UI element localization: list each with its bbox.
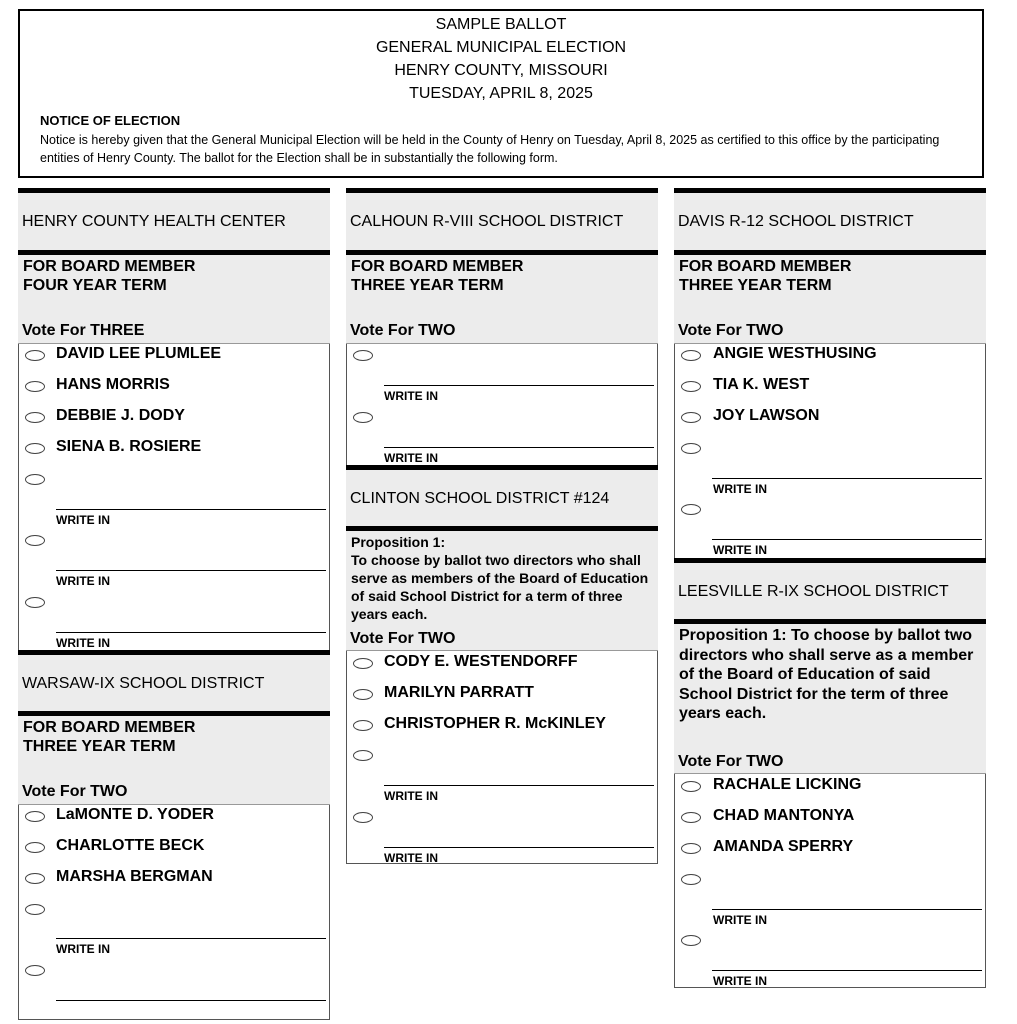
write-in-label: WRITE IN	[713, 913, 767, 927]
candidate-name: JOY LAWSON	[713, 407, 820, 424]
race-title-warsaw: WARSAW-IX SCHOOL DISTRICT	[18, 650, 330, 712]
race-title-calhoun: CALHOUN R-VIII SCHOOL DISTRICT	[346, 188, 658, 250]
write-in-oval[interactable]	[25, 597, 45, 608]
divider	[18, 804, 330, 805]
vote-oval[interactable]	[25, 350, 45, 361]
vote-oval[interactable]	[25, 811, 45, 822]
vote-for-clinton: Vote For TWO	[350, 630, 456, 647]
candidate-name: CODY E. WESTENDORFF	[384, 653, 578, 670]
write-in-oval[interactable]	[25, 965, 45, 976]
proposition-text: To choose by ballot two directors who shall serve as members of the Board of Education of said School District for a term of three years each.	[351, 552, 649, 622]
write-in-oval[interactable]	[681, 935, 701, 946]
write-in-oval[interactable]	[681, 874, 701, 885]
write-in-line[interactable]	[384, 385, 654, 386]
write-in-line[interactable]	[56, 938, 326, 939]
write-in-line[interactable]	[56, 509, 326, 510]
election-date: TUESDAY, APRIL 8, 2025	[409, 85, 593, 102]
vote-oval[interactable]	[681, 381, 701, 392]
divider	[346, 343, 658, 344]
divider	[346, 650, 658, 651]
vote-oval[interactable]	[25, 381, 45, 392]
write-in-label: WRITE IN	[384, 851, 438, 865]
vote-oval[interactable]	[25, 443, 45, 454]
vote-oval[interactable]	[681, 843, 701, 854]
candidate-name: CHRISTOPHER R. McKINLEY	[384, 715, 606, 732]
vote-oval[interactable]	[25, 412, 45, 423]
write-in-line[interactable]	[56, 632, 326, 633]
divider	[674, 343, 986, 344]
candidate-name: MARSHA BERGMAN	[56, 868, 213, 885]
write-in-oval[interactable]	[353, 412, 373, 423]
write-in-line[interactable]	[712, 539, 982, 540]
write-in-line[interactable]	[56, 570, 326, 571]
race-title-clinton: CLINTON SCHOOL DISTRICT #124	[346, 465, 658, 527]
office-label: FOR BOARD MEMBER	[23, 719, 196, 736]
proposition-label: Proposition 1:	[351, 534, 446, 550]
write-in-label: WRITE IN	[56, 636, 110, 650]
candidate-name: HANS MORRIS	[56, 376, 170, 393]
vote-for-davis: Vote For TWO	[678, 322, 784, 339]
vote-oval[interactable]	[681, 812, 701, 823]
write-in-label: WRITE IN	[56, 513, 110, 527]
vote-for-health: Vote For THREE	[22, 322, 145, 339]
write-in-line[interactable]	[56, 1000, 326, 1001]
write-in-label: WRITE IN	[713, 482, 767, 496]
candidate-name: ANGIE WESTHUSING	[713, 345, 877, 362]
race-title-davis: DAVIS R-12 SCHOOL DISTRICT	[674, 188, 986, 250]
term-label: THREE YEAR TERM	[351, 277, 504, 294]
write-in-line[interactable]	[384, 785, 654, 786]
write-in-label: WRITE IN	[713, 974, 767, 988]
county-name: HENRY COUNTY, MISSOURI	[394, 62, 608, 79]
candidate-name: CHAD MANTONYA	[713, 807, 855, 824]
vote-for-calhoun: Vote For TWO	[350, 322, 456, 339]
proposition-leesville	[674, 619, 986, 774]
write-in-label: WRITE IN	[384, 451, 438, 465]
candidate-name: AMANDA SPERRY	[713, 838, 854, 855]
vote-for-leesville: Vote For TWO	[678, 753, 784, 770]
race-title-health: HENRY COUNTY HEALTH CENTER	[18, 188, 330, 250]
vote-oval[interactable]	[681, 781, 701, 792]
candidate-name: DEBBIE J. DODY	[56, 407, 185, 424]
office-label: FOR BOARD MEMBER	[351, 258, 524, 275]
write-in-line[interactable]	[712, 478, 982, 479]
term-label: THREE YEAR TERM	[23, 738, 176, 755]
vote-oval[interactable]	[25, 873, 45, 884]
vote-oval[interactable]	[681, 350, 701, 361]
write-in-oval[interactable]	[681, 504, 701, 515]
write-in-line[interactable]	[384, 847, 654, 848]
write-in-label: WRITE IN	[56, 574, 110, 588]
candidate-name: RACHALE LICKING	[713, 776, 862, 793]
write-in-oval[interactable]	[681, 443, 701, 454]
vote-for-warsaw: Vote For TWO	[22, 783, 128, 800]
write-in-oval[interactable]	[353, 350, 373, 361]
write-in-oval[interactable]	[353, 750, 373, 761]
candidate-name: LaMONTE D. YODER	[56, 806, 214, 823]
write-in-label: WRITE IN	[56, 942, 110, 956]
proposition-text: Proposition 1: To choose by ballot two directors who shall serve as a member of the Board of Education of said School District for the term of three years each.	[679, 627, 974, 722]
divider	[674, 773, 986, 774]
term-label: THREE YEAR TERM	[679, 277, 832, 294]
vote-oval[interactable]	[681, 412, 701, 423]
vote-oval[interactable]	[353, 689, 373, 700]
candidate-name: MARILYN PARRATT	[384, 684, 534, 701]
write-in-oval[interactable]	[25, 535, 45, 546]
ballot-header	[18, 9, 984, 178]
candidate-name: SIENA B. ROSIERE	[56, 438, 202, 455]
election-name: GENERAL MUNICIPAL ELECTION	[375, 39, 627, 56]
vote-oval[interactable]	[353, 658, 373, 669]
office-label: FOR BOARD MEMBER	[679, 258, 852, 275]
term-label: FOUR YEAR TERM	[23, 277, 167, 294]
vote-oval[interactable]	[353, 720, 373, 731]
office-label: FOR BOARD MEMBER	[23, 258, 196, 275]
write-in-line[interactable]	[384, 447, 654, 448]
write-in-line[interactable]	[712, 909, 982, 910]
notice-text: Notice is hereby given that the General Municipal Election will be held in the County of Henry on Tuesday, April 8, 2025 as certified to this office by the participating entities of Henry County. The ballot for the Election shall be in substantially the following form.	[40, 133, 940, 165]
write-in-label: WRITE IN	[384, 389, 438, 403]
vote-oval[interactable]	[25, 842, 45, 853]
divider	[18, 343, 330, 344]
candidate-name: DAVID LEE PLUMLEE	[56, 345, 222, 362]
write-in-label: WRITE IN	[384, 789, 438, 803]
race-title-leesville: LEESVILLE R-IX SCHOOL DISTRICT	[674, 558, 986, 620]
notice-heading: NOTICE OF ELECTION	[40, 113, 181, 128]
candidate-name: TIA K. WEST	[713, 376, 810, 393]
write-in-oval[interactable]	[25, 474, 45, 485]
write-in-oval[interactable]	[353, 812, 373, 823]
write-in-line[interactable]	[712, 970, 982, 971]
candidate-name: CHARLOTTE BECK	[56, 837, 205, 854]
ballot-title: SAMPLE BALLOT	[435, 16, 567, 33]
write-in-oval[interactable]	[25, 904, 45, 915]
write-in-label: WRITE IN	[713, 543, 767, 557]
